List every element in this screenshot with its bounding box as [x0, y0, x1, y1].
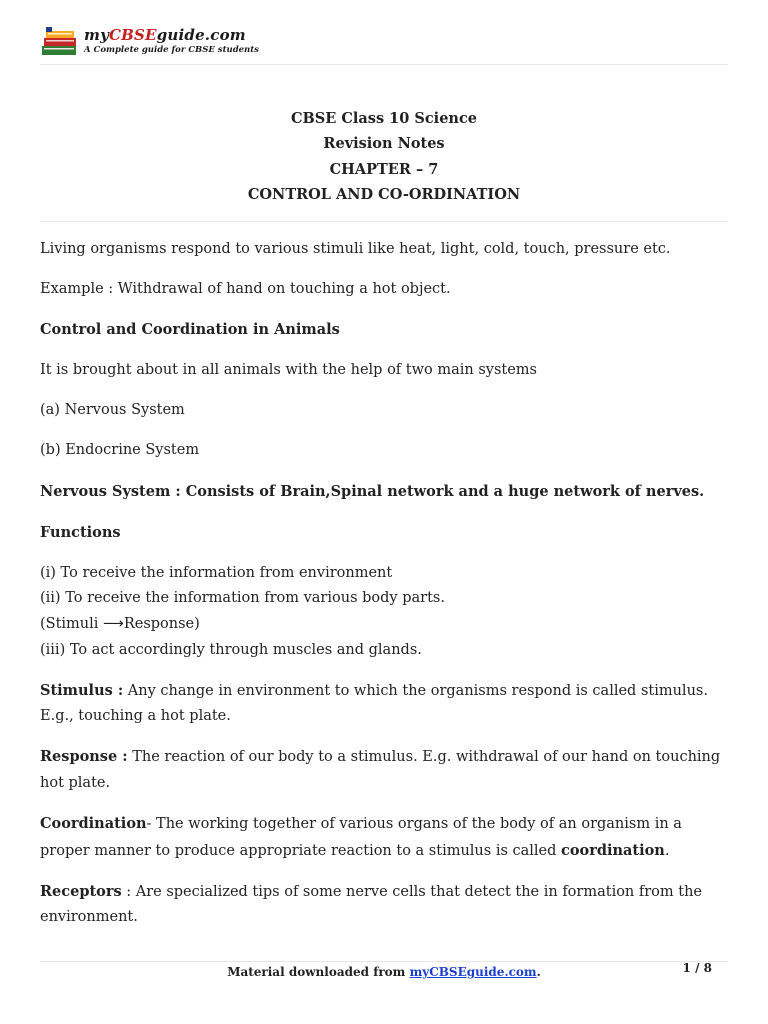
- response-definition-text: The reaction of our body to a stimulus. E.g. withdrawal of our hand on touching hot plate.: [40, 749, 721, 791]
- coordination-term: Coordination: [40, 815, 147, 832]
- document-title: CBSE Class 10 Science: [290, 110, 478, 127]
- page-separator: /: [690, 961, 704, 975]
- intro-paragraph: Living organisms respond to various stimuli like heat, light, cold, touch, pressure etc.: [40, 241, 671, 257]
- response-text: Response): [123, 615, 200, 632]
- page-footer: [40, 963, 728, 983]
- stimulus-term: Stimulus :: [40, 681, 124, 699]
- stimuli-text: (Stimuli: [40, 615, 104, 632]
- footer-website-link[interactable]: myCBSEguide.com: [409, 965, 537, 979]
- example-paragraph: Example : Withdrawal of hand on touching a hot object.: [40, 281, 451, 298]
- function-item-3: (iii) To act accordingly through muscles and glands.: [40, 641, 422, 658]
- receptors-text: : Are specialized tips of some nerve cells that detect the in formation from the environment.: [40, 883, 703, 926]
- stimulus-text: Any change in environment to which the organisms respond is called stimulus. E.g., touching a hot plate.: [40, 682, 708, 725]
- footer-credit-end: .: [536, 965, 541, 979]
- page-current: 1: [682, 961, 691, 975]
- footer-divider: [40, 961, 728, 962]
- chapter-number: CHAPTER – 7: [329, 160, 439, 178]
- receptors-term: Receptors: [40, 882, 122, 900]
- functions-heading: [40, 520, 728, 547]
- page-number: [683, 961, 712, 975]
- function-item-stimuli-response: [40, 616, 200, 632]
- right-arrow-icon: ⟶: [103, 615, 124, 632]
- systems-paragraph: It is brought about in all animals with the help of two main systems: [40, 362, 538, 379]
- functions-heading-text: Functions: [40, 523, 121, 541]
- document-title-block: [40, 106, 728, 208]
- chapter-title: CONTROL AND CO-ORDINATION: [247, 186, 521, 204]
- control-heading-text: Control and Coordination in Animals: [40, 321, 340, 339]
- endocrine-system-item: (b) Endocrine System: [40, 442, 200, 459]
- coordination-term-inline: coordination: [561, 841, 665, 859]
- logo-title-brand: CBSE: [109, 26, 157, 44]
- stimulus-definition: [40, 678, 728, 730]
- functions-list: [40, 561, 728, 663]
- books-logo-icon: [40, 26, 80, 58]
- response-definition: [40, 744, 728, 796]
- nervous-system-heading-text: Nervous System : Consists of Brain,Spinal network and a huge network of nerves.: [40, 482, 705, 500]
- footer-credit-text: Material downloaded from: [227, 965, 410, 979]
- footer-credit: [40, 965, 728, 979]
- coordination-end: .: [664, 842, 670, 859]
- response-term: Response :: [40, 748, 128, 766]
- function-item-2: (ii) To receive the information from various body parts.: [40, 590, 445, 607]
- page-total: 8: [703, 961, 712, 975]
- document-subtitle: Revision Notes: [323, 135, 445, 153]
- title-divider: [40, 221, 728, 222]
- function-item-1: (i) To receive the information from environment: [40, 564, 393, 581]
- nervous-system-heading: [40, 479, 728, 506]
- logo-title-prefix: my: [84, 26, 109, 44]
- coordination-definition: [40, 811, 728, 864]
- logo-tagline: A Complete guide for CBSE students: [84, 45, 259, 55]
- coordination-text: - The working together of various organs of the body of an organism in a proper manner to produce appropriate reaction to a stimulus is called: [40, 816, 682, 859]
- page-header: [40, 24, 728, 65]
- control-heading: [40, 317, 728, 344]
- receptors-definition: [40, 879, 728, 931]
- logo-title-suffix: guide.com: [156, 26, 246, 44]
- document-body: [40, 237, 728, 945]
- logo-title[interactable]: [84, 26, 246, 44]
- nervous-system-item: (a) Nervous System: [40, 402, 185, 419]
